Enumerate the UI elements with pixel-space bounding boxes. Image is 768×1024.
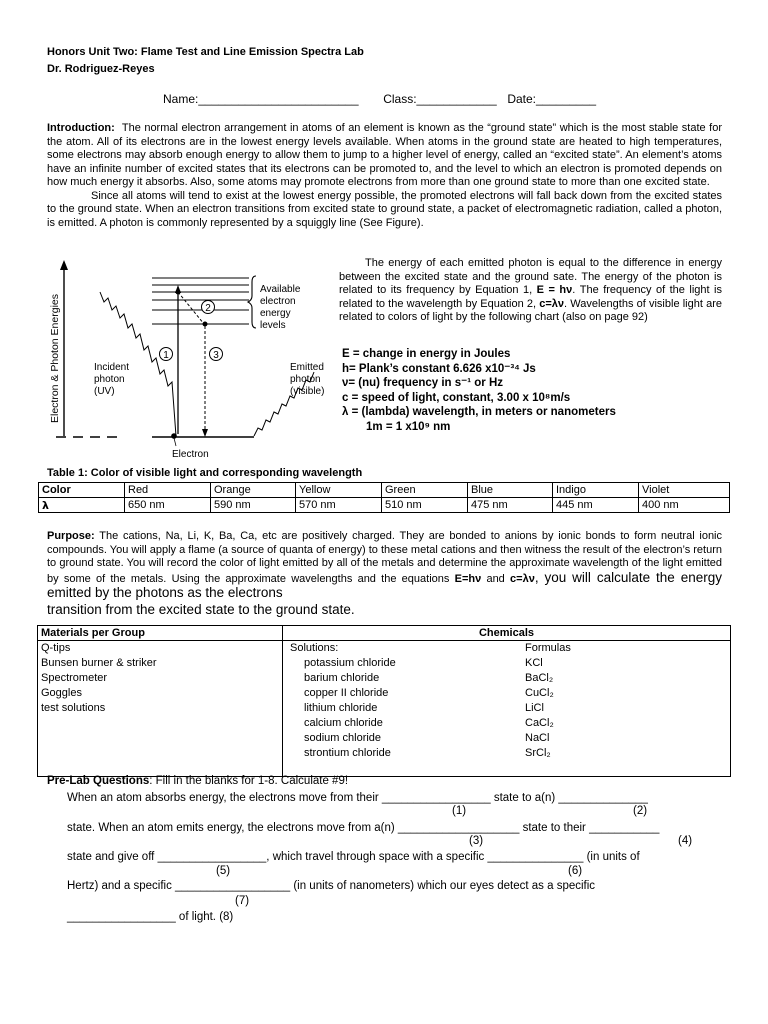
excited-electron-dot	[176, 290, 181, 295]
axis-arrow-icon	[60, 260, 68, 270]
prelab-line-4[interactable]: Hertz) and a specific __________________ (in units of nanometers) which our eyes detect as a specific	[67, 880, 596, 892]
relaxed-electron-dot	[203, 322, 208, 327]
energy-diagram	[44, 258, 336, 462]
step-2-label: 2	[205, 303, 211, 314]
class-label: Class:____________	[383, 92, 497, 106]
table1-caption: Table 1: Color of visible light and corresponding wavelength	[47, 467, 363, 479]
list-item: copper II chloride CuCl₂	[304, 687, 554, 699]
blank-number: (1)	[452, 805, 467, 817]
energy-levels	[152, 278, 249, 324]
definition-planck: h= Plank’s constant 6.626 x10⁻³⁴ Js	[342, 362, 536, 375]
list-item: test solutions	[41, 702, 106, 714]
list-item: Spectrometer	[41, 672, 108, 684]
page-title: Honors Unit Two: Flame Test and Line Emission Spectra Lab	[47, 46, 364, 58]
intro-paragraph-1: Introduction: The normal electron arrangement in atoms of an element is known as the “ground state” which is the most stable state for the atom. All of its electrons are in the lowest energy levels available. When atoms in the ground state are heated to high temperatures, some electrons may absorb enough energy to allow them to jump to a higher level of energy, called an “excited state”. An element’s atoms have an infinite number of excited states that its electrons can be promoted to, and the level to which an electron is promoted depends on how much energy it absorbs. Also, some atoms may promote electrons from more than one ground state to more than one excited state.	[47, 122, 722, 188]
definition-conversion: 1m = 1 x10⁹ nm	[366, 420, 451, 433]
date-label: Date:_________	[507, 92, 597, 106]
intro-heading: Introduction:	[47, 122, 115, 134]
intro-paragraph-3: The energy of each emitted photon is equal to the difference in energy between the excited state and the ground sate. The energy of the photon is related to its frequency by Equation 1, E = hν. The frequency of the light is related to the wavelength by Equation 2, c=λν. Wavelengths of visible light are related to colors of light by the following chart (also on page 92)	[339, 257, 722, 323]
blank-number: (5)	[216, 865, 231, 877]
list-item: barium chloride BaCl₂	[304, 672, 554, 684]
definition-energy: E = change in energy in Joules	[342, 348, 511, 360]
intro-paragraph-2: Since all atoms will tend to exist at the lowest energy possible, the promoted electrons will fall back down from the excited states to the ground state. When an electron transitions from excited state to ground state, a packet of electromagnetic radiation, called a photon, is emitted. A photon is commonly represented by a squiggly line (See Figure).	[47, 189, 722, 229]
table-row: Color Red Orange Yellow Green Blue Indigo Violet	[39, 483, 730, 498]
list-item: Goggles	[41, 687, 82, 699]
down-arrow-icon	[202, 429, 208, 437]
incident-photon-label: Incident photon (UV)	[94, 362, 130, 397]
blank-number: (6)	[568, 865, 583, 877]
prelab-line-1[interactable]: When an atom absorbs energy, the electrons move from their _________________ state to a(n) ______________	[67, 792, 648, 804]
table-row: λ 650 nm 590 nm 570 nm 510 nm 475 nm 445 nm 400 nm	[39, 498, 730, 513]
prelab-heading-line: Pre-Lab Questions: Fill in the blanks for 1-8. Calculate #9!	[47, 775, 349, 787]
definition-speed-of-light: c = speed of light, constant, 3.00 x 10⁸m/s	[342, 391, 571, 404]
blank-number: (3)	[469, 835, 484, 847]
materials-table	[37, 625, 731, 777]
available-levels-label: Available electron energy levels	[260, 284, 301, 331]
blank-number: (4)	[678, 835, 693, 847]
wavelength-table	[38, 482, 730, 513]
materials-list	[38, 641, 283, 777]
step-3-label: 3	[213, 350, 219, 361]
definitions-list	[342, 347, 616, 434]
name-field[interactable]	[163, 92, 596, 106]
levels-bracket	[248, 276, 256, 328]
list-item: sodium chloride NaCl	[304, 732, 550, 744]
blank-number: (2)	[633, 805, 648, 817]
prelab-line-5[interactable]: _________________ of light. (8)	[67, 911, 234, 923]
definition-wavelength: λ = (lambda) wavelength, in meters or nanometers	[342, 406, 616, 418]
electron-label: Electron	[172, 449, 209, 460]
name-label: Name:________________________	[163, 92, 359, 106]
purpose-section: Purpose: The cations, Na, Li, K, Ba, Ca, etc are positively charged. They are bonded to anions by ionic bonds to form neutral ionic compounds. You will apply a flame (a source of quanta of energy) to these metal cations and then witness the result of the electron’s return to ground state. You will record the color of light emitted by all of the metals and determine the approximate wavelength of the light emitted by some of the metals. Using the approximate wavelengths and the equations E=hν and c=λν, you will calculate the energy emitted by the photons as the electrons transition from the excited state to the ground state.	[47, 530, 723, 617]
definition-frequency: ν= (nu) frequency in s⁻¹ or Hz	[342, 377, 504, 389]
list-item: strontium chloride SrCl₂	[304, 747, 551, 759]
emitted-photon-label: Emitted photon (visible)	[290, 362, 325, 397]
step-1-label: 1	[163, 350, 169, 361]
list-item: calcium chloride CaCl₂	[304, 717, 554, 729]
list-item: Q-tips	[41, 642, 71, 654]
y-axis-label: Electron & Photon Energies	[49, 294, 61, 423]
list-item: Bunsen burner & striker	[41, 657, 157, 669]
blank-number: (7)	[235, 895, 250, 907]
prelab-line-2[interactable]: state. When an atom emits energy, the electrons move from a(n) ___________________ state to their ___________	[67, 822, 660, 834]
intro-section	[47, 122, 722, 230]
author: Dr. Rodriguez-Reyes	[47, 63, 155, 75]
list-item: potassium chloride KCl	[304, 657, 543, 669]
prelab-line-3[interactable]: state and give off _________________, which travel through space with a specific _______________ (in units of	[67, 851, 640, 863]
purpose-heading: Purpose:	[47, 530, 95, 542]
ground-electron-dot	[171, 433, 177, 439]
list-item: lithium chloride LiCl	[304, 702, 544, 714]
prelab-heading: Pre-Lab Questions	[47, 775, 150, 787]
relaxation-path	[178, 292, 204, 324]
chemicals-header: Chemicals	[283, 626, 731, 641]
chemicals-list: Solutions: Formulas potassium chloride KCl barium chloride BaCl₂ copper II chloride CuCl₂ lithium chloride LiCl calcium chloride CaCl₂ sodium chloride NaCl strontium chloride SrCl₂	[283, 641, 731, 777]
materials-header: Materials per Group	[38, 626, 283, 641]
